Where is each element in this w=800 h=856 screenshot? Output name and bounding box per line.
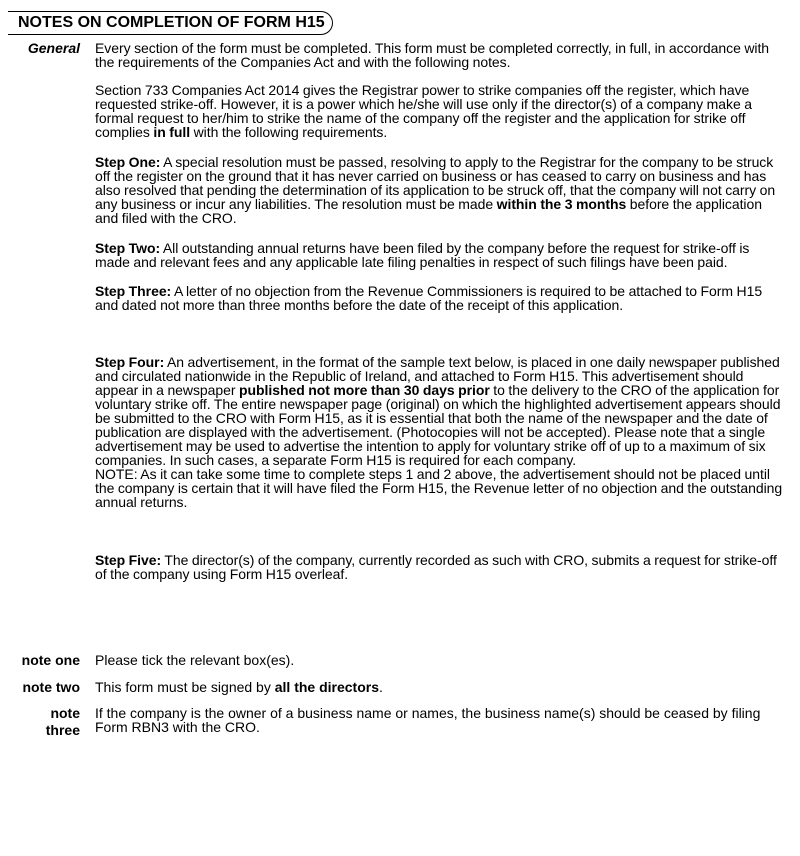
step-one-text-start: A special resolution must be passed, resolving to apply to the Registrar for the company to be struck off the register on the ground that it has never carried on business or has ceased to carry on business and has also resolved that pending the determination of its application to be struck off, that the company will not carry on any business or incur any liabilities. The resolution must be made [95,154,776,212]
note-two-text-start: This form must be signed by [95,679,275,695]
step-four-text-end: to the delivery to the CRO of the application for voluntary strike off. The entire newspaper page (original) on which the highlighted advertisement appears should be submitted to the CRO with Form H15, as it is essential that both the name of the newspaper and the date of publication are displayed with the advertisement. (Photocopies will not be accepted). Please note that a single advertisement may be used to advertise the intention to apply for voluntary strike off of up to a maximum of six companies. In such cases, a separate Form H15 is required for each company. [95,382,781,468]
step-one-label: Step One: [95,154,161,170]
note-one-text: Please tick the relevant box(es). [95,652,295,668]
step-one-paragraph [95,155,785,225]
step-four-text-start: An advertisement, in the format of the sample text below, is placed in one daily newspaper published and circulated nationwide in the Republic of Ireland, and attached to Form H15. This advertisement should appear in a newspaper [95,354,780,398]
note-two-text-end: . [379,679,383,695]
section-title: NOTES ON COMPLETION OF FORM H15 [18,14,325,31]
section-733-text-end: with the following requirements. [190,124,388,140]
general-text: Every section of the form must be completed. This form must be completed correctly, in full, in accordance with the requirements of the Companies Act and with the following notes. [95,40,770,70]
note-three-label-line-2: three [45,722,80,738]
note-three-text: If the company is the owner of a business name or names, the business name(s) should be ceased by filing Form RBN3 with the CRO. [95,705,761,735]
step-three-label: Step Three: [95,283,172,299]
general-label: General [27,40,80,56]
step-four-paragraph [95,355,785,509]
step-three-paragraph [95,284,785,312]
note-one-label: note one [21,652,80,668]
general-paragraph [95,41,785,69]
step-five-paragraph [95,553,785,581]
step-one-text-end: before the application and filed with the CRO. [95,196,762,226]
step-two-paragraph [95,241,785,269]
step-three-text: A letter of no objection from the Revenue Commissioners is required to be attached to Form H15 and dated not more than three months before the date of the receipt of this application. [95,283,763,313]
step-four-text-bold: published not more than 30 days prior [239,382,490,398]
section-733-text-bold: in full [153,124,191,140]
note-three-label-line-1: note [50,705,80,721]
section-733-text-start: Section 733 Companies Act 2014 gives the Registrar power to strike companies off the register, which have requested strike-off. However, it is a power which he/she will use only if the director(s) of a company make a formal request to her/him to strike the name of the company off the register and the application for strike off complies [95,82,752,140]
step-four-note: NOTE: As it can take some time to complete steps 1 and 2 above, the advertisement should not be placed until the company is certain that it will have filed the Form H15, the Revenue letter of no objection and the outstanding annual returns. [95,466,783,510]
step-two-label: Step Two: [95,240,161,256]
note-two-text-bold: all the directors [274,679,380,695]
step-one-text-bold: within the 3 months [496,196,627,212]
note-two-paragraph [95,680,785,694]
section-733-paragraph [95,83,785,139]
step-two-text: All outstanding annual returns have been filed by the company before the request for strike-off is made and relevant fees and any applicable late filing penalties in respect of such filings have been paid. [95,240,750,270]
section-header [8,11,333,35]
step-five-text: The director(s) of the company, currently recorded as such with CRO, submits a request for strike-off of the company using Form H15 overleaf. [95,552,777,582]
step-five-label: Step Five: [95,552,162,568]
step-four-label: Step Four: [95,354,165,370]
note-two-label: note two [22,679,80,695]
